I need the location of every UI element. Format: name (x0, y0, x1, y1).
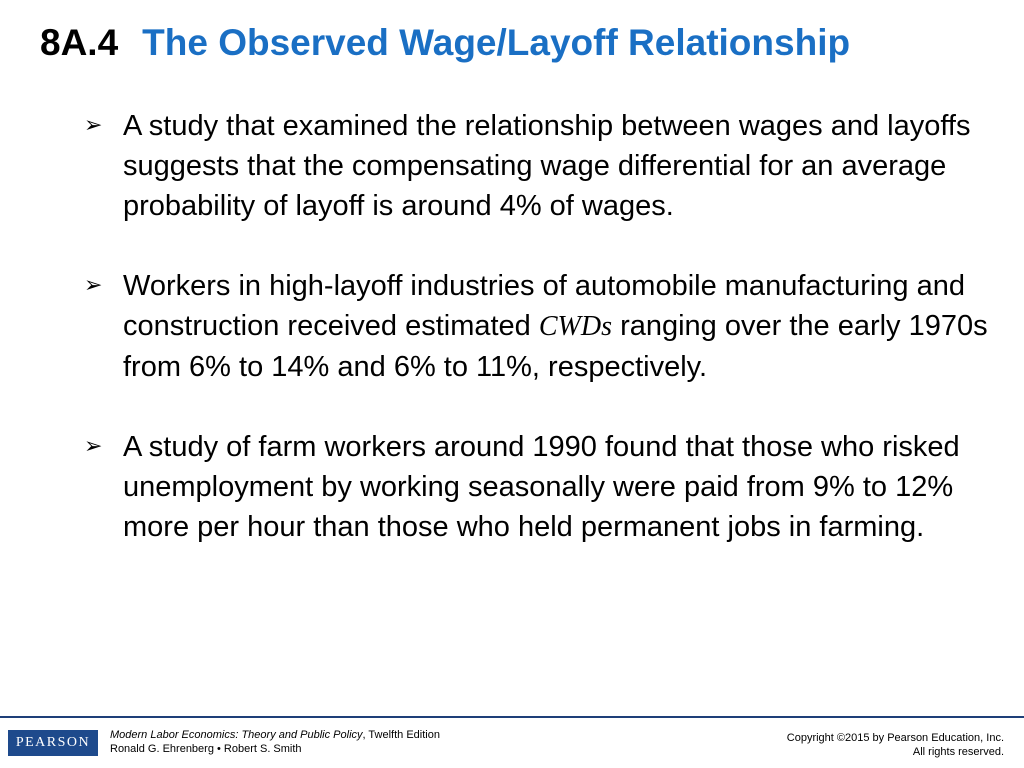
arrow-bullet-icon: ➢ (84, 273, 103, 298)
bullet-item (84, 106, 994, 226)
footer-copyright (787, 731, 1004, 759)
footer-divider (0, 716, 1024, 718)
slide-title (40, 22, 850, 64)
bullet-text: Workers in high-layoff industries of automobile manufacturing and construction received estimated (123, 270, 965, 342)
bullet-text-continued: ranging over the early 1970s from 6% to 14% and 6% to 11%, respectively. (123, 310, 988, 383)
rights-text: All rights reserved. (912, 746, 1004, 758)
book-edition: , Twelfth Edition (362, 729, 440, 741)
bullet-item (84, 427, 994, 547)
slide-title-text: The Observed Wage/Layoff Relationship (142, 22, 851, 63)
book-authors: Ronald G. Ehrenberg • Robert S. Smith (110, 743, 302, 755)
pearson-logo: PEARSON (8, 730, 98, 756)
arrow-bullet-icon: ➢ (84, 434, 103, 459)
arrow-bullet-icon: ➢ (84, 113, 103, 138)
bullet-text: A study that examined the relationship between wages and layoffs suggests that the compensating wage differential for an average probability of layoff is around 4% of wages. (123, 110, 971, 222)
cwd-term: CWDs (538, 311, 612, 342)
slide-number: 8A.4 (40, 22, 119, 63)
copyright-text: Copyright ©2015 by Pearson Education, Inc. (786, 732, 1004, 744)
bullet-text: A study of farm workers around 1990 found that those who risked unemployment by working seasonally were paid from 9% to 12% more per hour than those who held permanent jobs in farming. (123, 431, 960, 543)
footer-book-info (110, 728, 440, 756)
bullet-item (84, 266, 994, 387)
book-title: Modern Labor Economics: Theory and Public Policy (110, 729, 363, 741)
bullet-list (84, 106, 994, 587)
